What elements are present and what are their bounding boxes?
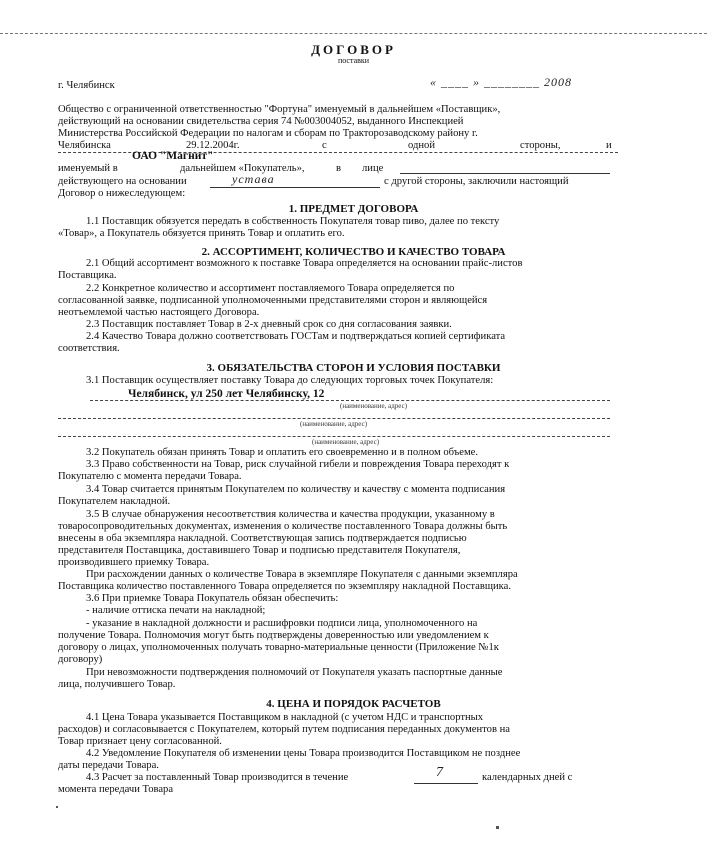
- clause: - указание в накладной должности и расшифровки подписи лица, уполномоченного на: [86, 618, 478, 629]
- clause: даты передачи Товара.: [58, 760, 159, 771]
- registration-date: 29.12.2004г.: [186, 140, 240, 151]
- intro-line: Общество с ограниченной ответственностью "Фортуна" именуемый в дальнейшем «Поставщик»,: [58, 104, 501, 115]
- clause: договору): [58, 654, 103, 665]
- clause: Поставщика количество поставленного Товара определяется по экземпляру накладной Поставщика.: [58, 581, 512, 592]
- clause: соответствия.: [58, 343, 120, 354]
- delivery-address: Челябинск, ул 250 лет Челябинску, 12: [128, 388, 325, 400]
- section-heading: 1. ПРЕДМЕТ ДОГОВОРА: [288, 203, 419, 215]
- scan-speck: [496, 826, 499, 829]
- buyer-name: ОАО "Магнит": [132, 150, 214, 162]
- clause: 2.3 Поставщик поставляет Товар в 2-х дневный срок со дня согласования заявки.: [86, 319, 452, 330]
- clause: получение Товара. Полномочия могут быть подтверждены доверенностью или уведомлением к: [58, 630, 489, 641]
- clause: 2.1 Общий ассортимент возможного к поставке Товара определяется на основании прайс-листов: [86, 258, 523, 269]
- clause: договору о лицах, уполномоченных получать товарно-материальные ценности (Приложение №1к: [58, 642, 499, 653]
- section-heading: 3. ОБЯЗАТЕЛЬСТВА СТОРОН И УСЛОВИЯ ПОСТАВКИ: [206, 362, 501, 374]
- clause: Покупателем накладной.: [58, 496, 171, 507]
- clause: представителя Поставщика, доставившего Товар и подписью представителя Покупателя,: [58, 545, 461, 556]
- clause: внесены в оба экземпляра накладной. Соответствующая запись подтверждается подписью: [58, 533, 467, 544]
- blank-line: [58, 418, 610, 419]
- clause: 2.2 Конкретное количество и ассортимент поставляемого Товара определяется по: [86, 283, 455, 294]
- clause: 2.4 Качество Товара должно соответствовать ГОСТам и подтверждаться копией сертификата: [86, 331, 506, 342]
- clause: лица, получившего Товар.: [58, 679, 176, 690]
- clause: 3.4 Товар считается принятым Покупателем по количеству и качеству с момента подписания: [86, 484, 506, 495]
- intro-word: с: [322, 140, 327, 151]
- intro-word: в: [336, 163, 342, 174]
- clause: Поставщика.: [58, 270, 117, 281]
- intro-word: одной: [408, 140, 436, 151]
- field-caption: (наименование, адрес): [312, 438, 380, 446]
- clause: 4.2 Уведомление Покупателя об изменении цены Товара производится Поставщиком не позднее: [86, 748, 521, 759]
- clause: 3.6 При приемке Товара Покупатель обязан обеспечить:: [86, 593, 339, 604]
- payment-days-handwritten: 7: [436, 765, 444, 780]
- document-subtitle: поставки: [337, 56, 370, 65]
- intro-word: стороны,: [520, 140, 561, 151]
- scan-speck: [56, 806, 58, 808]
- clause: - наличие оттиска печати на накладной;: [86, 605, 266, 616]
- intro-word: именуемый в: [58, 163, 118, 174]
- clause: 3.3 Право собственности на Товар, риск случайной гибели и повреждения Товара переходят к: [86, 459, 510, 470]
- intro-line: действующий на основании свидетельства серия 74 №003004052, выданного Инспекцией: [58, 116, 464, 127]
- clause: При расхождении данных о количестве Товара в экземпляре Покупателя с данными экземпляра: [86, 569, 518, 580]
- blank-line: [90, 400, 610, 401]
- clause: «Товар», а Покупатель обязуется принять Товар и оплатить его.: [58, 228, 345, 239]
- clause: При невозможности подтверждения полномочий от Покупателя указать паспортные данные: [86, 667, 503, 678]
- intro-word: действующего на основании: [58, 176, 187, 187]
- intro-word: лице: [362, 163, 384, 174]
- clause: Покупателю с момента передачи Товара.: [58, 471, 242, 482]
- clause: 4.3 Расчет за поставленный Товар производится в течение: [86, 772, 349, 783]
- clause: 3.2 Покупатель обязан принять Товар и оплатить его своевременно и в полном объеме.: [86, 447, 479, 458]
- blank-line: [210, 187, 380, 188]
- clause: товаросопроводительных документах, изменения о количестве поставленного Товара должны быть: [58, 521, 508, 532]
- field-caption: (наименование, адрес): [340, 402, 408, 410]
- intro-line: Челябинска: [58, 140, 111, 151]
- blank-line: [400, 173, 610, 174]
- intro-line: Министерства Российской Федерации по налогам и сборам по Тракторозаводскому району г.: [58, 128, 478, 139]
- clause: 3.5 В случае обнаружения несоответствия количества и качества продукции, указанному в: [86, 509, 495, 520]
- blank-line: [414, 783, 478, 784]
- clause: календарных дней с: [482, 772, 573, 783]
- clause: момента передачи Товара: [58, 784, 174, 795]
- clause: Товар признает цену согласованной.: [58, 736, 222, 747]
- basis-handwritten: устава: [232, 172, 275, 186]
- date-handwritten: « ____ » ________ 2008: [430, 75, 572, 89]
- intro-word: дальнейшем «Покупатель»,: [180, 163, 305, 174]
- intro-word: с другой стороны, заключили настоящий: [384, 176, 569, 187]
- section-heading: 2. АССОРТИМЕНТ, КОЛИЧЕСТВО И КАЧЕСТВО ТОВАРА: [201, 246, 506, 258]
- clause: 3.1 Поставщик осуществляет поставку Товара до следующих торговых точек Покупателя:: [86, 375, 494, 386]
- clause: согласованной заявке, подписанной уполномоченными представителями сторон и являющейся: [58, 295, 488, 306]
- clause: производившего приемку Товара.: [58, 557, 210, 568]
- clause: 1.1 Поставщик обязуется передать в собственность Покупателя товар пиво, далее по тексту: [86, 216, 500, 227]
- section-heading: 4. ЦЕНА И ПОРЯДОК РАСЧЕТОВ: [266, 698, 441, 710]
- clause: неотъемлемой частью настоящего Договора.: [58, 307, 260, 318]
- field-caption: (наименование, адрес): [300, 420, 368, 428]
- intro-line: Договор о нижеследующем:: [58, 188, 186, 199]
- clause: расходов) и согласовывается с Покупателем, который путем подписания переданных документов на: [58, 724, 510, 735]
- blank-line: [58, 436, 610, 437]
- scan-edge: [0, 33, 707, 34]
- clause: 4.1 Цена Товара указывается Поставщиком в накладной (с учетом НДС и транспортных: [86, 712, 484, 723]
- intro-word: и: [606, 140, 612, 151]
- city: г. Челябинск: [58, 80, 115, 91]
- document-title: ДОГОВОР: [311, 42, 396, 57]
